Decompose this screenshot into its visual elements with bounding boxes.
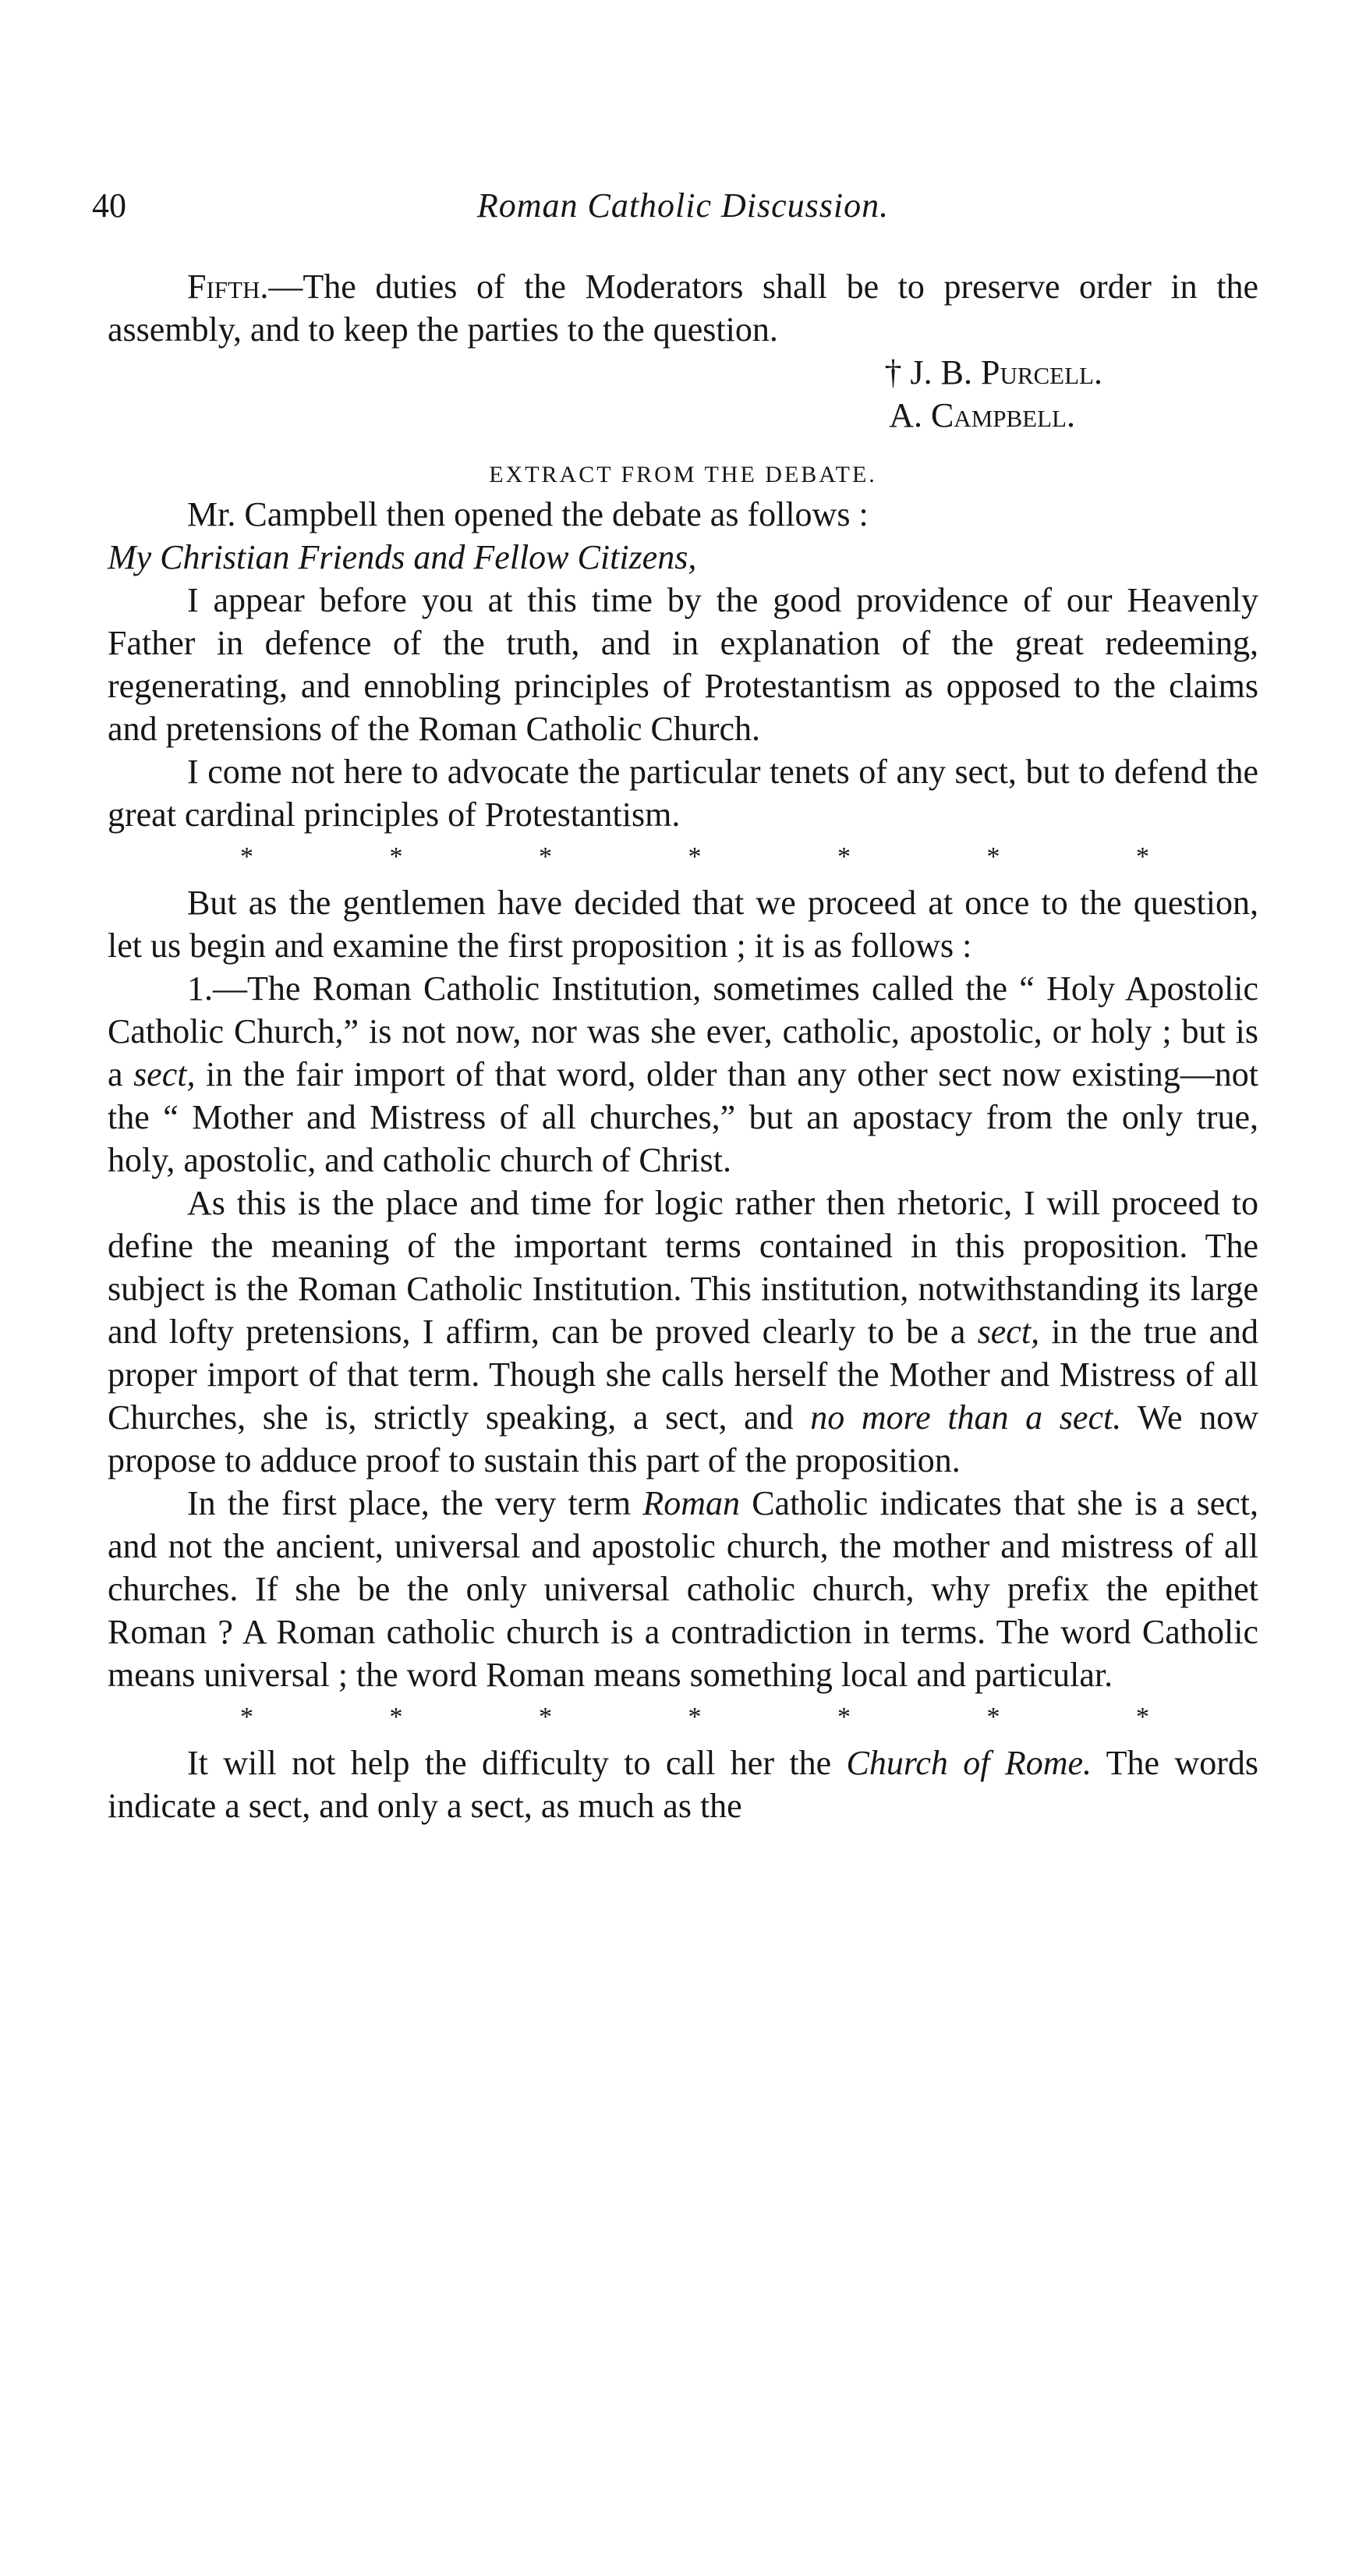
opening-line: Mr. Campbell then opened the debate as follows : (187, 495, 869, 533)
asterism-2 (108, 1699, 1258, 1735)
running-head: Roman Catholic Discussion. (476, 186, 890, 225)
paragraph-1: I appear before you at this time by the good providence of our Heavenly Father in defence of the truth, and in explanation of the great redeeming, regenerating, and ennobling principles of Protestantism as opposed to the claims and pretensions of the Roman Catholic Church. (108, 581, 1258, 748)
salutation: My Christian Friends and Fellow Citizens, (108, 538, 697, 576)
asterisk: * (389, 1703, 403, 1731)
signature-purcell: † J. B. Purcell. (884, 353, 1102, 392)
paragraph-6 (108, 1482, 1258, 1696)
paragraph-3: But as the gentlemen have decided that we proceed at once to the question, let us begin and examine the first proposition ; it is as follows : (108, 884, 1258, 965)
page-number: 40 (92, 186, 126, 225)
emphasis: no more than a sect. (810, 1398, 1122, 1437)
asterisk: * (986, 842, 1000, 871)
asterisk: * (688, 1703, 702, 1731)
asterisk: * (240, 842, 253, 871)
signatures (108, 351, 1258, 437)
text-run: in the true and proper import of that term. Though she calls herself the Mother and Mistress of all Churches, she is, strictly speaking, a sect, and (108, 1313, 1258, 1437)
text-run: In the first place, the very term (187, 1484, 643, 1522)
emphasis: sect, (133, 1055, 196, 1093)
text-run: The words indicate a sect, and only a sect, as much as the (108, 1744, 1258, 1825)
asterisk: * (986, 1703, 1000, 1731)
paragraph-7 (108, 1742, 1258, 1827)
signature-campbell: A. Campbell. (889, 396, 1075, 434)
asterisk: * (240, 1703, 253, 1731)
body-text (108, 265, 1258, 1827)
emphasis: Roman (642, 1484, 740, 1522)
paragraph-2: I come not here to advocate the particular tenets of any sect, but to defend the great cardinal principles of Protestantism. (108, 753, 1258, 834)
text-run: in the fair import of that word, older than any other sect now existing—not the “ Mother and Mistress of all churches,” but an apostacy from the only true, holy, apostolic, and catholic church of Christ. (108, 1055, 1259, 1179)
text-run: We now propose to adduce proof to sustain this part of the proposition. (108, 1398, 1258, 1479)
emphasis: Church of Rome. (846, 1744, 1092, 1782)
text-run: 1.—The Roman Catholic Institution, sometimes called the “ Holy Apostolic Catholic Church,” is not now, nor was she ever, catholic, apostolic, or holy ; but is a (108, 969, 1258, 1093)
paragraph-fifth (108, 265, 1258, 351)
fifth-text: —The duties of the Moderators shall be to preserve order in the assembly, and to keep the parties to the question. (108, 268, 1258, 349)
paragraph-5 (108, 1182, 1258, 1482)
asterisk: * (1136, 1703, 1149, 1731)
asterisk: * (688, 842, 702, 871)
text-run: As this is the place and time for logic rather then rhetoric, I will proceed to define the meaning of the important terms contained in this proposition. The subject is the Roman Catholic Institution. This institution, notwithstanding its large and lofty pretensions, I affirm, can be proved clearly to be a (108, 1184, 1258, 1351)
asterisk: * (389, 842, 403, 871)
asterism-1 (108, 839, 1258, 875)
asterisk: * (539, 842, 552, 871)
page-header (92, 186, 1258, 232)
asterisk: * (837, 842, 851, 871)
emphasis: sect, (977, 1313, 1040, 1351)
asterisk: * (1136, 842, 1149, 871)
text-run: It will not help the difficulty to call her the (187, 1744, 847, 1782)
paragraph-4 (108, 967, 1258, 1182)
asterisk: * (837, 1703, 851, 1731)
text-run: Catholic indicates that she is a sect, and not the ancient, universal and apostolic church, the mother and mistress of all churches. If she be the only universal catholic church, why prefix the epithet Roman ? A Roman catholic church is a contradiction in terms. The word Catholic means universal ; the word Roman means something local and particular. (108, 1484, 1258, 1694)
fifth-label: Fifth. (187, 268, 269, 306)
section-heading: EXTRACT FROM THE DEBATE. (489, 462, 877, 487)
asterisk: * (539, 1703, 552, 1731)
